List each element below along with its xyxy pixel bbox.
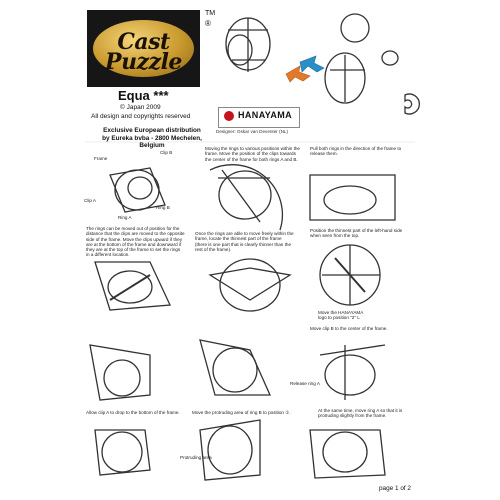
trademark-registered: ® [205, 19, 211, 28]
trademark-tm: TM [205, 10, 216, 17]
step4-line-d: rest of the frame). [195, 246, 232, 252]
step3-line-b: distance that the clips are moved to the opposite [86, 231, 185, 237]
label-release-ring-a: Release ring A [290, 381, 320, 386]
step9-instructions [318, 408, 428, 419]
step1-instructions [205, 146, 315, 162]
label-frame: Frame [94, 156, 108, 161]
step3-drawing [95, 262, 170, 310]
step3-instructions [86, 226, 198, 258]
step4-instructions [195, 231, 307, 252]
step4-line-a: Once the rings are able to move freely within the [195, 231, 294, 236]
step4-line-b: frame, locate the thinnest part of the frame [195, 236, 282, 242]
designer-credit: Designer: Oskar van Deventer (NL) [216, 129, 288, 134]
step1-drawing-rings [210, 165, 282, 230]
step1-line-a: Moving the rings to various positions within the [205, 146, 300, 151]
logo-text-line2: Puzzle [105, 49, 182, 75]
label-ring-a: Ring A [118, 215, 132, 220]
step3-line-e: they are at the top of the frame to set the rings [86, 247, 181, 253]
step6a-drawing [90, 345, 150, 400]
step9-drawing [310, 430, 385, 478]
step1-line-b: frame. Move the position of the clips towards [205, 151, 296, 157]
step6-instructions: Move clip B to the center of the frame. [310, 326, 388, 331]
step5-logo-note [318, 310, 398, 321]
hero-puzzle-drawing [226, 18, 270, 72]
blue-arrow-icon [300, 56, 324, 72]
page-number: page 1 of 2 [379, 485, 411, 492]
distribution-line2: by Eureka bvba - 2800 Mechelen, [102, 134, 202, 142]
step3-line-a: The rings can be moved out of position for the [86, 226, 180, 231]
distribution-line3: Belgium [139, 142, 165, 150]
step5-drawing [320, 245, 380, 305]
step8-drawing [200, 420, 260, 480]
orange-arrow-icon [286, 66, 310, 82]
step5-line-b: when seen from the top. [310, 233, 360, 239]
step8-instructions: Move the protruding area of ring B to position ②. [192, 410, 291, 415]
step1-line-c: the center of the frame for both rings A and B. [205, 156, 298, 162]
copyright-line1: © Japan 2009 [120, 104, 161, 111]
step3-line-f: in a different location. [86, 252, 130, 258]
label-ring-b: Ring B [156, 205, 170, 210]
page-title: Equa *** [118, 88, 169, 103]
step9-line-b: protruding slightly from the frame. [318, 413, 387, 419]
step4-line-c: (there is one part that is clearly thinner than the [195, 241, 292, 247]
step7-instructions: Allow clip A to drop to the bottom of the frame. [86, 410, 180, 415]
step6c-drawing [320, 345, 385, 400]
distribution-line1: Exclusive European distribution [103, 127, 201, 134]
label-protruding-area: Protruding area [180, 455, 212, 460]
label-clip-a: Clip A [84, 198, 96, 203]
step2-line-a: Pull both rings in the direction of the frame to [310, 146, 402, 151]
logo-text-line1: Cast [117, 29, 170, 55]
step4-drawing [210, 259, 290, 311]
step2-line-b: release them. [310, 151, 338, 157]
label-clip-b-top: Clip B [160, 150, 173, 155]
step5-line-a: Position the thinnest part of the left-hand side [310, 228, 403, 233]
hanayama-brand: HANAYAMA [238, 110, 293, 120]
step6b-drawing [200, 340, 270, 395]
step2-instructions [310, 146, 415, 157]
step3-line-c: side of the frame. Move the clips upward if they [86, 236, 183, 242]
step2-drawing [310, 175, 395, 220]
parts-drawing [325, 14, 419, 114]
step5-line-c: Move the HANAYAMA [318, 310, 364, 315]
step9-line-a: At the same time, move ring A so that it is [318, 408, 403, 413]
step5-instructions [310, 228, 415, 239]
step5-line-d: logo to position "2" L [318, 315, 360, 321]
step7-drawing [95, 430, 150, 475]
copyright-line2: All design and copyrights reserved [91, 113, 191, 120]
step3-line-d: are at the bottom of the frame and downward if [86, 241, 182, 247]
